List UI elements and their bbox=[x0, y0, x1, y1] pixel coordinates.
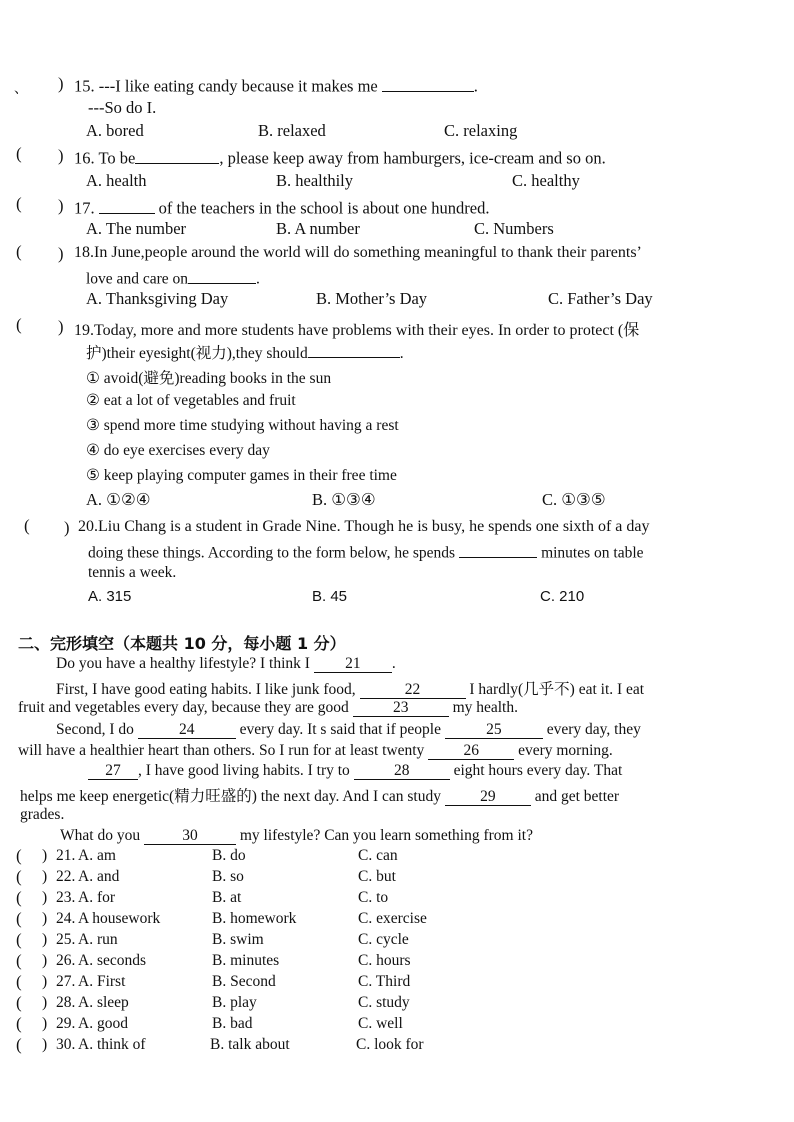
choice-26-option-c[interactable]: C. hours bbox=[358, 952, 411, 969]
q19-item-4: ④ do eye exercises every day bbox=[86, 442, 270, 459]
choice-21-number: 21. bbox=[56, 847, 76, 864]
q18-blank[interactable] bbox=[188, 267, 256, 284]
passage-line-3: fruit and vegetables every day, because they are good 23 my health. bbox=[18, 699, 518, 716]
choice-25-paren-close: ) bbox=[42, 931, 48, 948]
choice-27-option-a[interactable]: A. First bbox=[78, 973, 126, 990]
q17-paren-open: ( bbox=[16, 194, 22, 213]
section-title: 二、完形填空（本题共 10 分，每小题 1 分） bbox=[18, 634, 346, 653]
choice-24-option-a[interactable]: A housework bbox=[78, 910, 161, 927]
q15-option-a[interactable]: A. bored bbox=[86, 121, 144, 140]
choice-30-paren-close: ) bbox=[42, 1036, 48, 1053]
passage-line-6: 27 , I have good living habits. I try to 28 eight hours every day. That bbox=[88, 762, 622, 780]
choice-25-option-a[interactable]: A. run bbox=[78, 931, 118, 948]
q19-item-3: ③ spend more time studying without having a rest bbox=[86, 417, 399, 434]
blank-29[interactable]: 29 bbox=[445, 789, 531, 806]
passage-line-9: What do you 30 my lifestyle? Can you learn something from it? bbox=[60, 827, 533, 844]
q19-option-a[interactable]: A. ①②④ bbox=[86, 490, 151, 509]
q20-option-c[interactable]: C. 210 bbox=[540, 588, 585, 605]
choice-29-number: 29. bbox=[56, 1015, 76, 1032]
choice-23-option-a[interactable]: A. for bbox=[78, 889, 116, 906]
blank-26[interactable]: 26 bbox=[428, 743, 514, 760]
choice-21-paren-close: ) bbox=[42, 847, 48, 864]
choice-21-option-a[interactable]: A. am bbox=[78, 847, 116, 864]
choice-29-option-a[interactable]: A. good bbox=[78, 1015, 128, 1032]
choice-22-option-a[interactable]: A. and bbox=[78, 868, 120, 885]
q19-paren-close: ) bbox=[58, 317, 64, 336]
q15-option-c[interactable]: C. relaxing bbox=[444, 121, 518, 140]
q16-blank[interactable] bbox=[135, 146, 219, 164]
q20-line1: 20.Liu Chang is a student in Grade Nine. Though he is busy, he spends one sixth of a day bbox=[78, 518, 650, 535]
q19-blank[interactable] bbox=[308, 342, 400, 359]
choice-30-option-b[interactable]: B. talk about bbox=[210, 1036, 290, 1053]
q15-blank[interactable] bbox=[382, 74, 474, 92]
choice-28-option-a[interactable]: A. sleep bbox=[78, 994, 129, 1011]
choice-23-option-b[interactable]: B. at bbox=[212, 889, 242, 906]
choice-24-option-b[interactable]: B. homework bbox=[212, 910, 297, 927]
q17-paren-close: ) bbox=[58, 196, 64, 215]
q19-item-5: ⑤ keep playing computer games in their free time bbox=[86, 467, 397, 484]
choice-27-option-b[interactable]: B. Second bbox=[212, 973, 276, 990]
choice-28-paren-open: ( bbox=[16, 993, 22, 1012]
q18-paren-close: ) bbox=[58, 244, 64, 263]
q16-stem: 16. To be , please keep away from hamburgers, ice-cream and so on. bbox=[74, 146, 606, 169]
choice-26-paren-open: ( bbox=[16, 951, 22, 970]
choice-24-number: 24. bbox=[56, 910, 76, 927]
choice-21-paren-open: ( bbox=[16, 846, 22, 865]
q20-paren-open: ( bbox=[24, 516, 30, 535]
choice-27-paren-close: ) bbox=[42, 973, 48, 990]
choice-26-option-b[interactable]: B. minutes bbox=[212, 952, 280, 969]
choice-29-paren-open: ( bbox=[16, 1014, 22, 1033]
blank-30[interactable]: 30 bbox=[144, 828, 236, 845]
choice-22-paren-open: ( bbox=[16, 867, 22, 886]
blank-27[interactable]: 27 bbox=[88, 763, 138, 780]
choice-25-option-c[interactable]: C. cycle bbox=[358, 931, 409, 948]
choice-28-option-c[interactable]: C. study bbox=[358, 994, 410, 1011]
blank-28[interactable]: 28 bbox=[354, 763, 450, 780]
choice-22-paren-close: ) bbox=[42, 868, 48, 885]
q16-option-b[interactable]: B. healthily bbox=[276, 171, 353, 190]
q17-blank[interactable] bbox=[99, 196, 155, 214]
passage-line-2: First, I have good eating habits. I like junk food, 22 I hardly(几乎不) eat it. I eat bbox=[56, 681, 645, 698]
q19-paren-open: ( bbox=[16, 315, 22, 334]
choice-28-option-b[interactable]: B. play bbox=[212, 994, 257, 1011]
choice-25-paren-open: ( bbox=[16, 930, 22, 949]
q17-stem: 17. of the teachers in the school is about one hundred. bbox=[74, 196, 489, 219]
blank-22[interactable]: 22 bbox=[360, 682, 466, 699]
q18-option-b[interactable]: B. Mother’s Day bbox=[316, 289, 428, 308]
q18-line2: love and care on . bbox=[86, 267, 260, 289]
blank-25[interactable]: 25 bbox=[445, 722, 543, 739]
q20-blank[interactable] bbox=[459, 541, 537, 558]
passage-line-5: will have a healthier heart than others. So I run for at least twenty 26 every morning. bbox=[18, 742, 613, 759]
q19-line2: 护)their eyesight(视力),they should . bbox=[86, 341, 404, 363]
choice-29-paren-close: ) bbox=[42, 1015, 48, 1032]
q19-option-b[interactable]: B. ①③④ bbox=[312, 490, 376, 509]
q18-line1: 18.In June,people around the world will do something meaningful to thank their parents’ bbox=[74, 244, 642, 261]
q15-option-b[interactable]: B. relaxed bbox=[258, 121, 326, 140]
choice-26-number: 26. bbox=[56, 952, 76, 969]
choice-27-paren-open: ( bbox=[16, 972, 22, 991]
blank-23[interactable]: 23 bbox=[353, 700, 449, 717]
choice-22-option-b[interactable]: B. so bbox=[212, 868, 244, 885]
choice-27-number: 27. bbox=[56, 973, 76, 990]
choice-22-option-c[interactable]: C. but bbox=[358, 868, 396, 885]
q15-paren: ) bbox=[58, 74, 64, 93]
passage-line-8: grades. bbox=[20, 806, 65, 823]
choice-30-option-c[interactable]: C. look for bbox=[356, 1036, 424, 1053]
q16-option-c[interactable]: C. healthy bbox=[512, 171, 580, 190]
choice-29-option-b[interactable]: B. bad bbox=[212, 1015, 253, 1032]
passage-line-4: Second, I do 24 every day. It s said that if people 25 every day, they bbox=[56, 721, 641, 738]
choice-23-paren-open: ( bbox=[16, 888, 22, 907]
choice-23-paren-close: ) bbox=[42, 889, 48, 906]
q15-stem: 15. ---I like eating candy because it makes me . bbox=[74, 74, 478, 97]
choice-29-option-c[interactable]: C. well bbox=[358, 1015, 403, 1032]
passage-line-7: helps me keep energetic(精力旺盛的) the next day. And I can study 29 and get better bbox=[20, 788, 620, 805]
q19-item-1: ① avoid(避免)reading books in the sun bbox=[86, 370, 332, 387]
choice-30-paren-open: ( bbox=[16, 1035, 22, 1054]
q16-paren-open: ( bbox=[16, 144, 22, 163]
choice-24-option-c[interactable]: C. exercise bbox=[358, 910, 427, 927]
q17-option-b[interactable]: B. A number bbox=[276, 219, 360, 238]
q15-reply: ---So do I. bbox=[88, 98, 157, 117]
q19-line1: 19.Today, more and more students have problems with their eyes. In order to protect (保 bbox=[74, 322, 640, 339]
choice-24-paren-close: ) bbox=[42, 910, 48, 927]
q18-paren-open: ( bbox=[16, 242, 22, 261]
q20-line3: tennis a week. bbox=[88, 564, 177, 581]
blank-21[interactable]: 21 bbox=[314, 656, 392, 673]
blank-24[interactable]: 24 bbox=[138, 722, 236, 739]
q16-paren-close: ) bbox=[58, 146, 64, 165]
q18-option-c[interactable]: C. Father’s Day bbox=[548, 289, 653, 308]
q19-item-2: ② eat a lot of vegetables and fruit bbox=[86, 392, 296, 409]
choice-30-option-a[interactable]: A. think of bbox=[78, 1036, 146, 1053]
choice-23-number: 23. bbox=[56, 889, 76, 906]
choice-28-paren-close: ) bbox=[42, 994, 48, 1011]
q20-option-a[interactable]: A. 315 bbox=[88, 588, 132, 605]
choice-21-option-c[interactable]: C. can bbox=[358, 847, 398, 864]
choice-30-number: 30. bbox=[56, 1036, 76, 1053]
choice-26-paren-close: ) bbox=[42, 952, 48, 969]
q19-option-c[interactable]: C. ①③⑤ bbox=[542, 490, 606, 509]
q16-option-a[interactable]: A. health bbox=[86, 171, 147, 190]
q20-option-b[interactable]: B. 45 bbox=[312, 588, 348, 605]
q17-option-c[interactable]: C. Numbers bbox=[474, 219, 554, 238]
q20-line2: doing these things. According to the form below, he spends minutes on table bbox=[88, 541, 644, 563]
q17-option-a[interactable]: A. The number bbox=[86, 219, 187, 238]
q20-paren-close: ) bbox=[64, 518, 70, 537]
q18-option-a[interactable]: A. Thanksgiving Day bbox=[86, 289, 229, 308]
choice-25-option-b[interactable]: B. swim bbox=[212, 931, 264, 948]
choice-28-number: 28. bbox=[56, 994, 76, 1011]
choice-24-paren-open: ( bbox=[16, 909, 22, 928]
margin-mark: 、 bbox=[14, 82, 28, 97]
choice-26-option-a[interactable]: A. seconds bbox=[78, 952, 147, 969]
passage-line-1: Do you have a healthy lifestyle? I think I 21 . bbox=[56, 655, 396, 672]
choice-22-number: 22. bbox=[56, 868, 76, 885]
choice-27-option-c[interactable]: C. Third bbox=[358, 973, 411, 990]
choice-21-option-b[interactable]: B. do bbox=[212, 847, 246, 864]
choice-23-option-c[interactable]: C. to bbox=[358, 889, 389, 906]
choice-25-number: 25. bbox=[56, 931, 76, 948]
